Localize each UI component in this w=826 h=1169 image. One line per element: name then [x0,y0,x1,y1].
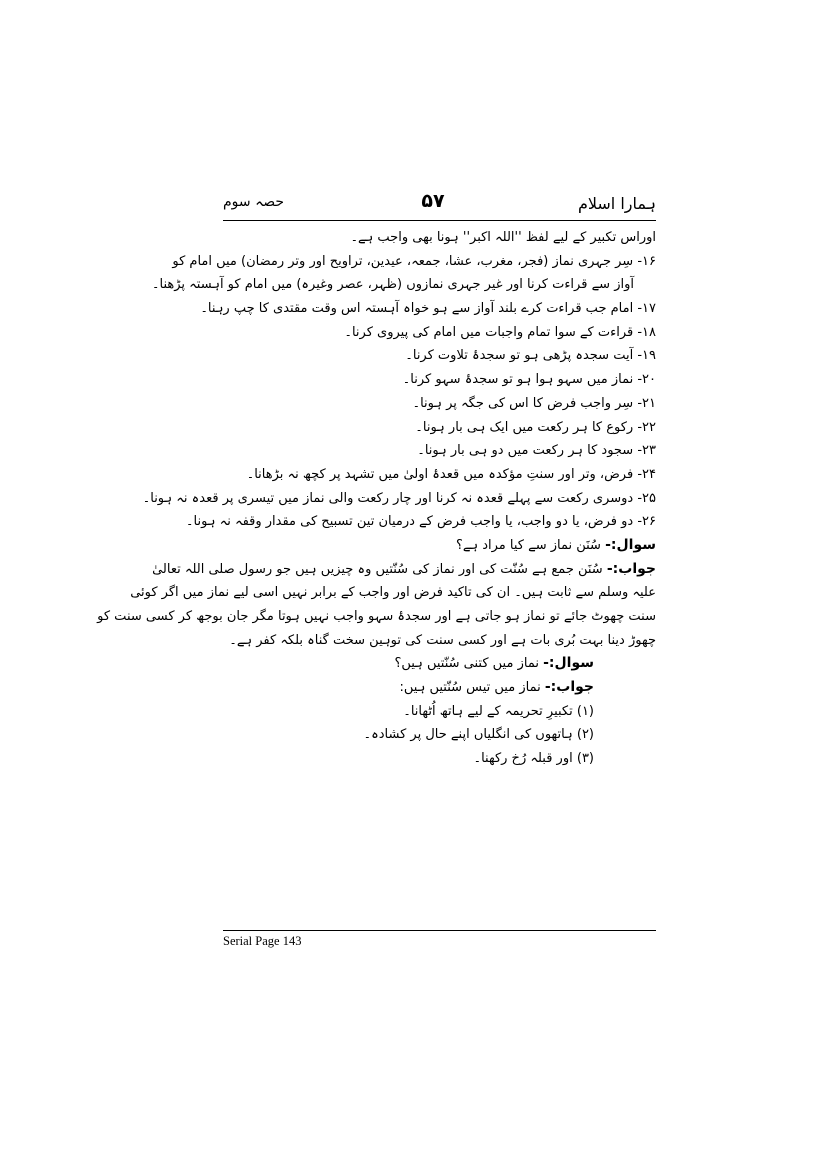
answer-line [223,676,656,700]
page-number: ۵۷ [421,190,445,212]
book-title: ہمارا اسلام [577,194,656,213]
serial-page-footer: Serial Page 143 [223,934,302,948]
answer-line: سنت چھوٹ جائے تو نماز ہو جاتی ہے اور سجدۂ سہو واجب نہیں ہوتا مگر جان بوجھ کر کسی سنت کو [97,609,656,624]
part-label: حصہ سوم [223,194,285,210]
text-line: ۱۶- سِر جہری نماز (فجر، مغرب، عشا، جمعہ، عیدین، تراویح اور وتر رمضان) میں امام کو [172,253,656,269]
text-line: ۱۸- قراءت کے سوا تمام واجبات میں امام کی پیروی کرنا۔ [344,324,656,340]
list-item: (۳) اور قبلہ رُخ رکھنا۔ [473,751,594,767]
answer-label: جواب:- [606,560,656,577]
answer-line: علیہ وسلم سے ثابت ہیں۔ ان کی تاکید فرض اور واجب کے برابر نہیں اسی لیے نماز میں اگر کوئی [130,585,656,601]
list-item: (۱) تکبیرِ تحریمہ کے لیے ہاتھ اُٹھانا۔ [403,703,594,719]
question-label: سوال:- [605,536,656,553]
text-line: اوراس تکبیر کے لیے لفظ ''اللہ اکبر'' ہونا بھی واجب ہے۔ [350,230,656,245]
page-header [223,188,656,220]
footer-rule [223,930,656,931]
answer-text: نماز میں تیس سُنّتیں ہیں: [399,680,541,696]
text-line: ۲۳- سجود کا ہر رکعت میں دو ہی بار ہونا۔ [417,443,656,459]
answer-text: سُنَن جمع ہے سُنّت کی اور نماز کی سُنّتیں وہ چیزیں ہیں جو رسول صلی اللہ تعالیٰ [152,561,603,577]
text-line: ۱۷- امام جب قراءت کرے بلند آواز سے ہو خواہ آہستہ اس وقت مقتدی کا چپ رہنا۔ [200,301,656,317]
page-body [97,226,656,771]
question-line [223,534,656,558]
text-line: ۲۲- رکوع کا ہر رکعت میں ایک ہی بار ہونا۔ [415,419,656,435]
question-text: نماز میں کتنی سُنّتیں ہیں؟ [394,656,539,672]
text-line: ۲۵- دوسری رکعت سے پہلے قعدہ نہ کرنا اور چار رکعت والی نماز میں تیسری پر قعدہ نہ ہونا۔ [142,490,656,506]
answer-label: جواب:- [544,679,594,696]
answer-line [152,558,656,582]
text-line: ۲۱- سِر واجب فرض کا اس کی جگہ پر ہونا۔ [412,395,656,411]
list-item: (۲) ہاتھوں کی انگلیاں اپنے حال پر کشادہ۔ [363,727,594,743]
text-line: آواز سے قراءت کرنا اور غیر جہری نمازوں (ظہر، عصر وغیرہ) میں امام کو آہستہ پڑھنا۔ [151,277,634,293]
book-page [97,188,656,968]
text-line: ۲۶- دو فرض، یا دو واجب، یا واجب فرض کے درمیان تین تسبیح کی مقدار وقفہ نہ ہونا۔ [185,514,656,530]
question-text: سُنَن نماز سے کیا مراد ہے؟ [455,537,601,553]
answer-line: چھوڑ دینا بہت بُری بات ہے اور کسی سنت کی توہین سخت گناہ بلکہ کفر ہے۔ [229,632,656,648]
question-line [223,652,656,676]
question-label: سوال:- [543,655,594,672]
text-line: ۲۴- فرض، وتر اور سنتِ مؤکدہ میں قعدۂ اولیٰ میں تشہد پر کچھ نہ بڑھانا۔ [246,466,656,482]
header-rule [223,220,656,221]
text-line: ۱۹- آیت سجدہ پڑھی ہو تو سجدۂ تلاوت کرنا۔ [405,348,656,364]
text-line: ۲۰- نماز میں سہو ہوا ہو تو سجدۂ سہو کرنا۔ [402,372,656,388]
